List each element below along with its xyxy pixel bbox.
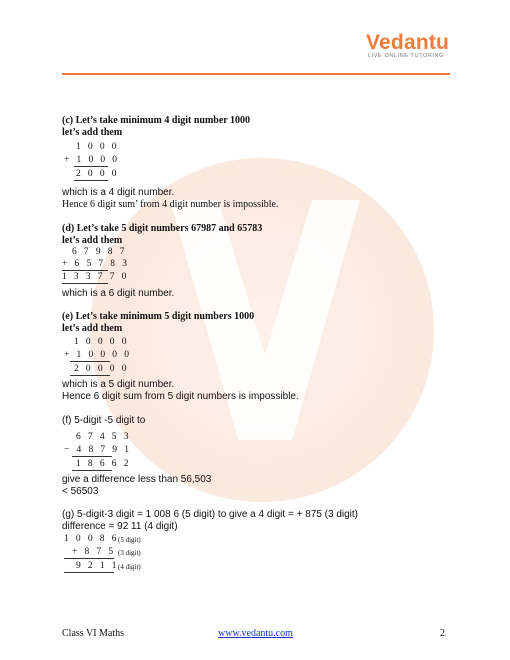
digit-note: (5 digit) bbox=[118, 536, 141, 544]
addend-row: 1 0 0 0 bbox=[76, 142, 119, 152]
section-e-line1: which is a 5 digit number. bbox=[62, 379, 175, 390]
subtrahend-row: + 8 7 5 bbox=[72, 547, 116, 557]
page-number: 2 bbox=[440, 628, 445, 639]
sum-rule bbox=[62, 270, 108, 271]
section-f-heading: (f) 5-digit -5 digit to bbox=[62, 415, 146, 426]
sum-rule bbox=[70, 375, 110, 376]
difference-row: 1 8 6 6 2 bbox=[76, 459, 131, 469]
subtrahend-row: − 4 8 7 9 1 bbox=[64, 445, 132, 455]
addend-row: + 6 5 7 8 3 bbox=[62, 259, 130, 269]
section-c-subheading: let’s add them bbox=[62, 127, 123, 138]
section-f-line2: < 56503 bbox=[62, 486, 99, 497]
sum-rule bbox=[62, 283, 108, 284]
section-f-line1: give a difference less than 56,503 bbox=[62, 474, 212, 485]
section-e-heading: (e) Let’s take minimum 5 digit numbers 1000 bbox=[62, 311, 255, 322]
section-g-line1: difference = 92 11 (4 digit) bbox=[62, 521, 178, 532]
sum-rule bbox=[70, 361, 110, 362]
addend-row: 6 7 9 8 7 bbox=[72, 247, 127, 257]
difference-row: 9 2 1 1 bbox=[76, 561, 119, 571]
section-g-heading: (g) 5-digit-3 digit = 1 008 6 (5 digit) to give a 4 digit = + 875 (3 digit) bbox=[62, 509, 359, 520]
logo-tagline: LIVE ONLINE TUTORING bbox=[368, 53, 444, 59]
digit-note: (3 digit) bbox=[118, 549, 141, 557]
difference-rule bbox=[72, 456, 112, 457]
section-d-line1: which is a 6 digit number. bbox=[62, 288, 175, 299]
minuend-row: 6 7 4 5 3 bbox=[76, 432, 131, 442]
section-c-heading: (c) Let’s take minimum 4 digit number 1000 bbox=[62, 115, 251, 126]
header-divider bbox=[62, 73, 450, 75]
addend-row: 1 0 0 0 0 bbox=[74, 337, 129, 347]
footer-class-label: Class VI Maths bbox=[62, 628, 125, 639]
difference-rule bbox=[72, 470, 112, 471]
digit-note: (4 digit) bbox=[118, 563, 141, 571]
footer-website-link[interactable]: www.vedantu.com bbox=[218, 628, 293, 639]
logo-wordmark: Vedantu bbox=[366, 31, 450, 54]
difference-rule bbox=[64, 572, 114, 573]
section-c-line1: which is a 4 digit number. bbox=[62, 187, 175, 198]
section-e-line2: Hence 6 digit sum from 5 digit numbers is impossible. bbox=[62, 391, 299, 402]
section-c-line2: Hence 6 digit sum’ from 4 digit number is impossible. bbox=[62, 199, 279, 210]
sum-row: 1 3 3 7 7 0 bbox=[62, 272, 129, 282]
sum-row: 2 0 0 0 0 bbox=[74, 364, 129, 374]
minuend-row: 1 0 0 8 6 bbox=[64, 534, 119, 544]
sum-row: 2 0 0 0 bbox=[76, 169, 119, 179]
addend-row: + 1 0 0 0 bbox=[64, 155, 120, 165]
section-d-heading: (d) Let’s take 5 digit numbers 67987 and 65783 bbox=[62, 223, 263, 234]
addend-row: + 1 0 0 0 0 bbox=[64, 350, 132, 360]
sum-rule bbox=[74, 166, 108, 167]
difference-rule bbox=[64, 558, 114, 559]
section-d-subheading: let’s add them bbox=[62, 235, 123, 246]
section-e-subheading: let’s add them bbox=[62, 323, 123, 334]
sum-rule bbox=[74, 180, 108, 181]
vedantu-logo bbox=[366, 31, 449, 59]
